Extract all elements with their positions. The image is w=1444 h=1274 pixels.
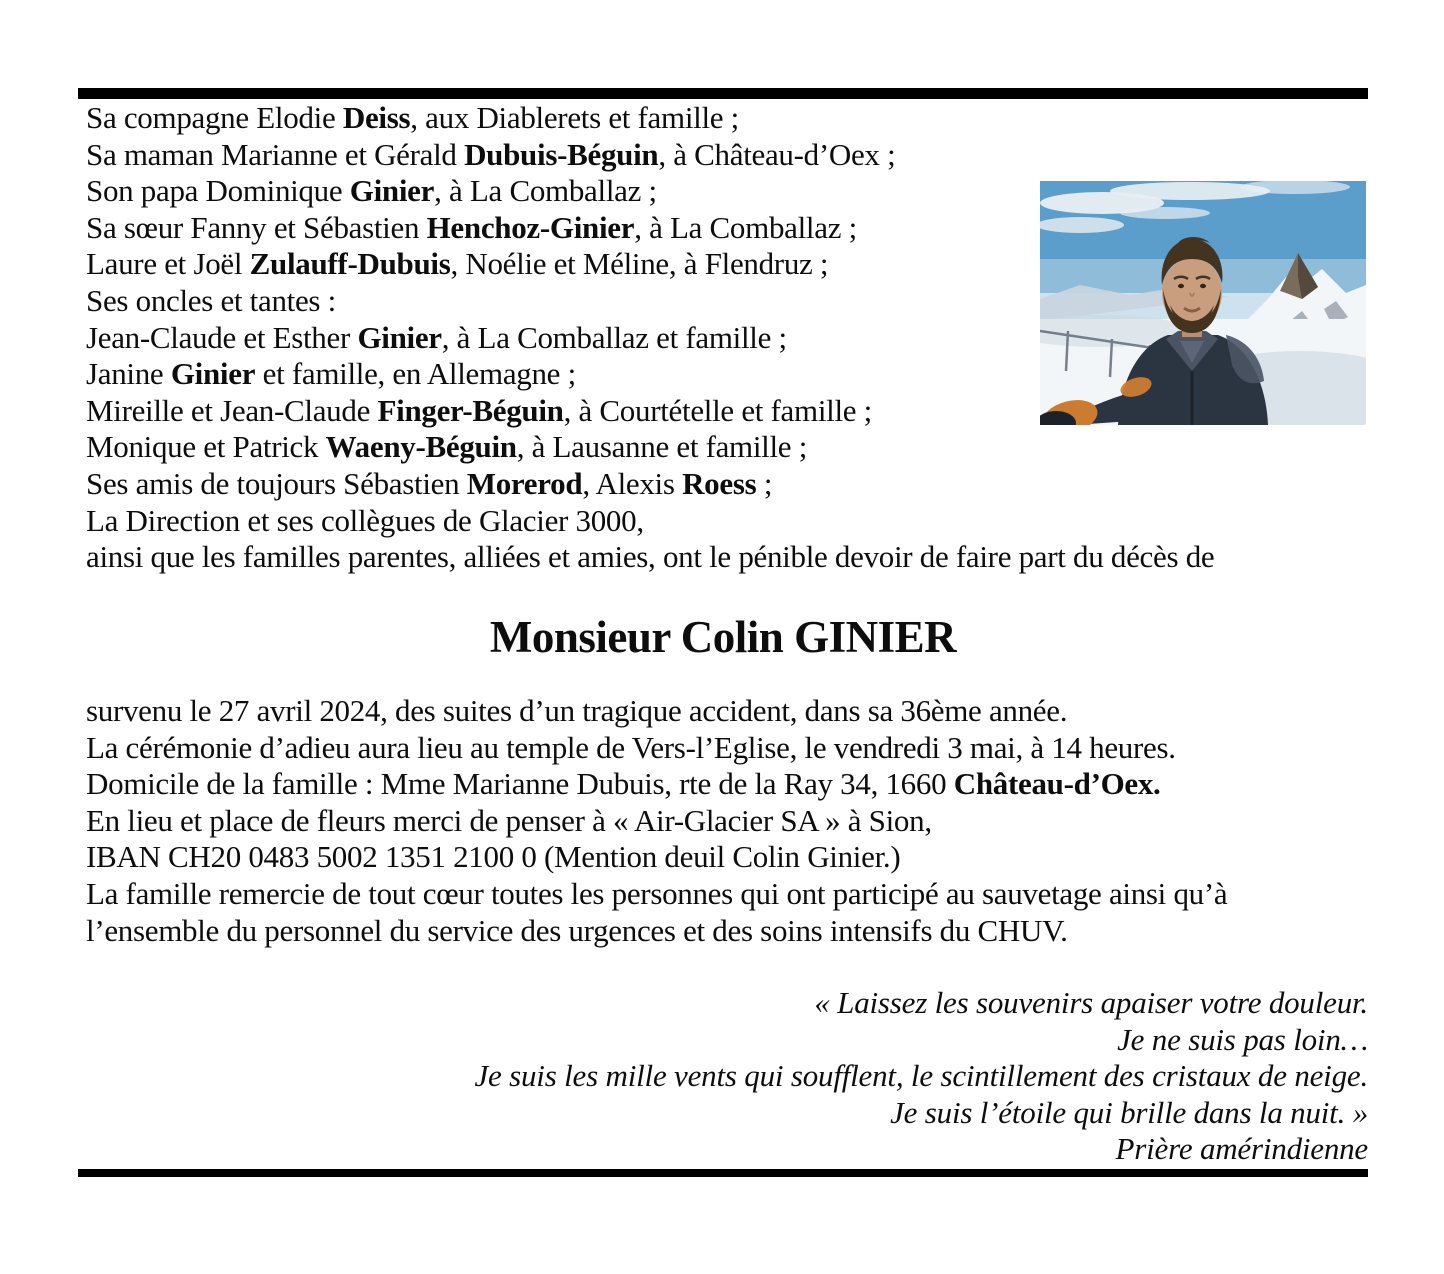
photo-illustration: [1040, 181, 1366, 425]
poem-lines: [78, 985, 1368, 1131]
poem-attribution: Prière amérindienne: [1115, 1131, 1368, 1167]
family-line: La Direction et ses collègues de Glacier 3000,: [86, 502, 644, 538]
family-line: Janine Ginier et famille, en Allemagne ;: [86, 356, 576, 392]
right-eye: [1200, 284, 1206, 288]
poem-line: Je ne suis pas loin…: [1117, 1021, 1368, 1057]
family-line: Laure et Joël Zulauff-Dubuis, Noélie et Méline, à Flendruz ;: [86, 246, 829, 282]
details-line: En lieu et place de fleurs merci de penser à « Air-Glacier SA » à Sion,: [86, 802, 932, 838]
family-line: Sa sœur Fanny et Sébastien Henchoz-Ginier, à La Comballaz ;: [86, 209, 857, 245]
top-rule: [78, 88, 1368, 99]
poem-line: Je suis l’étoile qui brille dans la nuit. »: [890, 1094, 1368, 1130]
obituary-photo: [1040, 181, 1366, 425]
family-line: ainsi que les familles parentes, alliées et amies, ont le pénible devoir de faire part du décès de: [86, 539, 1215, 575]
memorial-poem: [78, 985, 1368, 1168]
family-line: Mireille et Jean-Claude Finger-Béguin, à Courtételle et famille ;: [86, 392, 872, 428]
family-line: Sa maman Marianne et Gérald Dubuis-Béguin, à Château-d’Oex ;: [86, 136, 896, 172]
family-line: Sa compagne Elodie Deiss, aux Diablerets et famille ;: [86, 100, 739, 135]
left-eye: [1178, 284, 1184, 288]
details-line: Domicile de la famille : Mme Marianne Dubuis, rte de la Ray 34, 1660 Château-d’Oex.: [86, 766, 1161, 802]
details-line: survenu le 27 avril 2024, des suites d’un tragique accident, dans sa 36ème année.: [86, 693, 1068, 728]
family-line: Ses amis de toujours Sébastien Morerod, Alexis Roess ;: [86, 465, 773, 501]
details-line: La famille remercie de tout cœur toutes les personnes qui ont participé au sauvetage ainsi qu’à: [86, 875, 1228, 911]
details-line: La cérémonie d’adieu aura lieu au temple de Vers-l’Eglise, le vendredi 3 mai, à 14 heures.: [86, 729, 1176, 765]
poem-line: « Laissez les souvenirs apaiser votre douleur.: [814, 985, 1368, 1020]
details-paragraph: [86, 693, 1376, 949]
family-line: Monique et Patrick Waeny-Béguin, à Lausanne et famille ;: [86, 429, 808, 465]
family-line: Ses oncles et tantes :: [86, 282, 336, 318]
details-line: l’ensemble du personnel du service des urgences et des soins intensifs du CHUV.: [86, 912, 1068, 948]
family-line: Jean-Claude et Esther Ginier, à La Comballaz et famille ;: [86, 319, 787, 355]
deceased-name-title: Monsieur Colin GINIER: [489, 612, 957, 662]
family-line: Son papa Dominique Ginier, à La Comballaz ;: [86, 173, 657, 209]
details-line: IBAN CH20 0483 5002 1351 2100 0 (Mention deuil Colin Ginier.): [86, 839, 901, 875]
bottom-rule: [78, 1169, 1368, 1177]
poem-line: Je suis les mille vents qui soufflent, le scintillement des cristaux de neige.: [474, 1058, 1368, 1094]
